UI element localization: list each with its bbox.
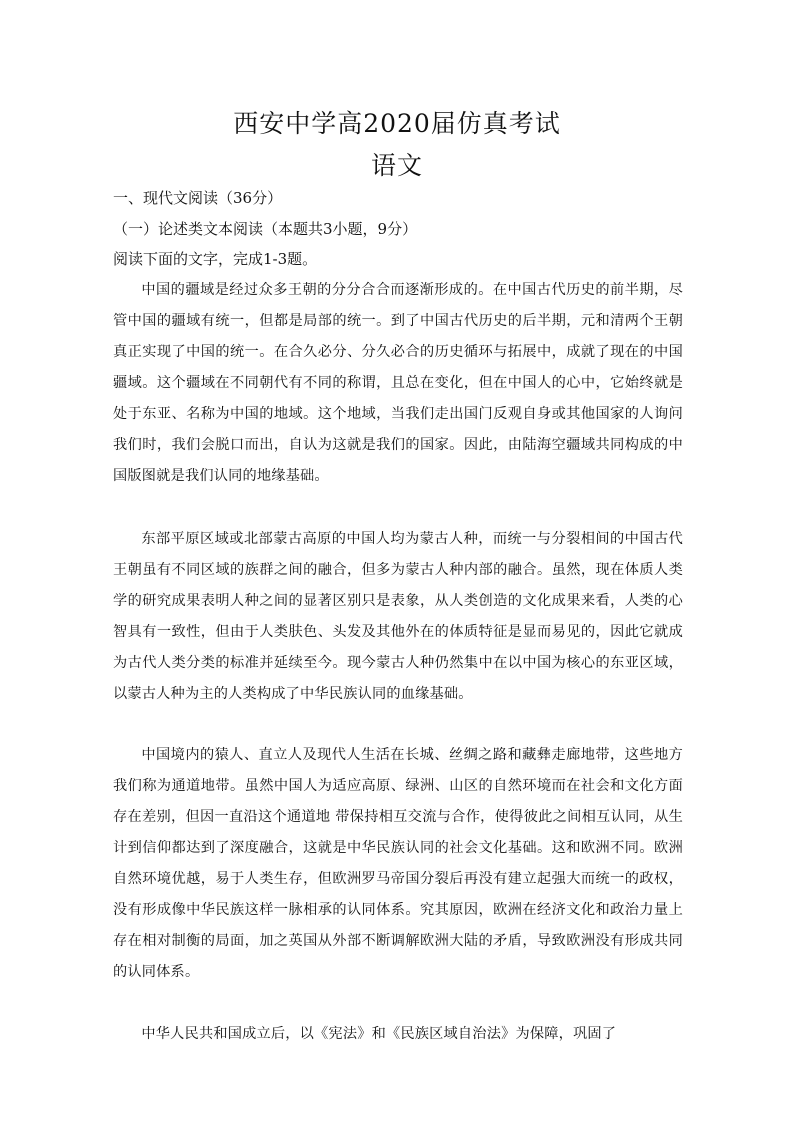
subsection-heading: （一）论述类文本阅读（本题共3小题，9分） [113, 220, 418, 238]
paragraph-3: 中国境内的猿人、直立人及现代人生活在长城、丝绸之路和藏彝走廊地带，这些地方我们称为通道地带。虽然中国人为适应高原、绿洲、山区的自然环境而在社会和文化方面存在差别，但因一直沿这个通道地 带保持相互交流与合作，使得彼此之间相互认同，从生计到信仰都达到了深度融合，这就是中华民族认同的社会文化基础。这和欧洲不同。欧洲自然环境优越，易于人类生存，但欧洲罗马帝国分裂后再没有建立起强大而统一的政权，没有形成像中华民族这样一脉相承的认同体系。究其原因，欧洲在经济文化和政治力量上存在相对制衡的局面，加之英国从外部不断调解欧洲大陆的矛盾，导致欧洲没有形成共同的认同体系。 [113, 747, 683, 980]
paragraph-1: 中国的疆域是经过众多王朝的分分合合而逐渐形成的。在中国古代历史的前半期，尽管中国的疆域有统一，但都是局部的统一。到了中国古代历史的后半期，元和清两个王朝真正实现了中国的统一。在合久必分、分久必合的历史循环与拓展中，成就了现在的中国疆域。这个疆域在不同朝代有不同的称谓，且总在变化，但在中国人的心中，它始终就是处于东亚、名称为中国的地域。这个地域，当我们走出国门反观自身或其他国家的人询问我们时，我们会脱口而出，自认为这就是我们的国家。因此，由陆海空疆域共同构成的中国版图就是我们认同的地缘基础。 [113, 282, 683, 484]
paragraph-2: 东部平原区域或北部蒙古高原的中国人均为蒙古人种，而统一与分裂相间的中国古代王朝虽有不同区域的族群之间的融合，但多为蒙古人种内部的融合。虽然，现在体质人类学的研究成果表明人种之间的显著区别只是表象，从人类创造的文化成果来看，人类的心智具有一致性，但由于人类肤色、头发及其他外在的体质特征是显而易见的，因此它就成为古代人类分类的标准并延续至今。现今蒙古人种仍然集中在以中国为核心的东亚区域，以蒙古人种为主的人类构成了中华民族认同的血缘基础。 [113, 531, 683, 702]
section-heading: 一、现代文阅读（36分） [113, 189, 283, 207]
reading-instruction: 阅读下面的文字，完成1-3题。 [113, 250, 318, 268]
exam-title: 西安中学高2020届仿真考试 [233, 109, 561, 138]
subject-title: 语文 [370, 151, 423, 180]
paragraph-4: 中华人民共和国成立后，以《宪法》和《民族区域自治法》为保障，巩固了 [141, 1026, 617, 1042]
